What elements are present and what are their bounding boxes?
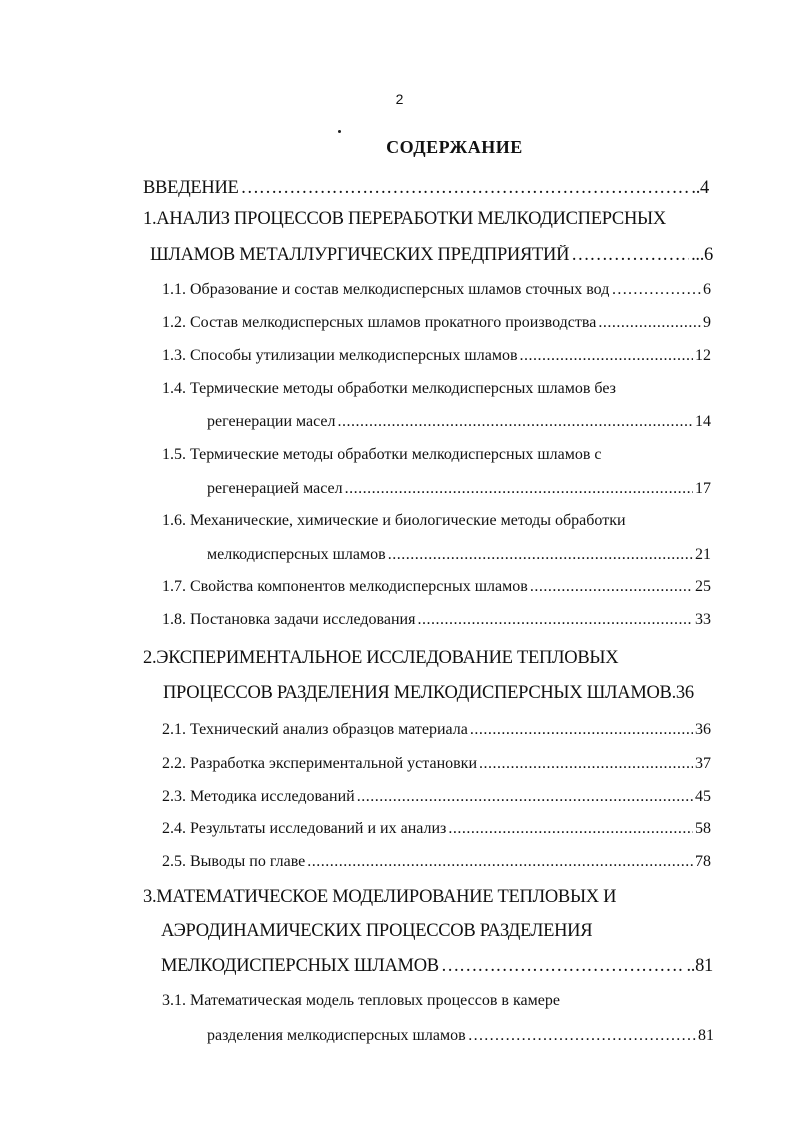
dot-leader — [520, 347, 693, 365]
toc-entry-label: 2.2. Разработка экспериментальной установки — [162, 755, 478, 772]
toc-entry-2-4[interactable] — [162, 820, 711, 838]
toc-entry-1-7[interactable] — [162, 578, 711, 596]
dot-leader — [357, 788, 693, 806]
dot-leader — [448, 820, 693, 838]
toc-chapter-3-line2[interactable]: АЭРОДИНАМИЧЕСКИХ ПРОЦЕССОВ РАЗДЕЛЕНИЯ — [161, 921, 593, 941]
toc-entry-label: мелкодисперсных шламов — [207, 546, 386, 563]
toc-entry-2-2[interactable] — [162, 755, 711, 773]
toc-entry-1-8[interactable] — [162, 611, 711, 629]
toc-entry-label: ВВЕДЕНИЕ — [143, 178, 239, 198]
dot-leader — [479, 755, 693, 773]
toc-entry-page: ..81 — [686, 956, 713, 976]
page-number: 2 — [395, 91, 404, 107]
toc-entry-label: 1.7. Свойства компонентов мелкодисперсных шламов — [162, 578, 528, 595]
toc-entry-2-1[interactable] — [162, 721, 711, 739]
dot-leader — [441, 956, 685, 977]
toc-entry-label: 2.3. Методика исследований — [162, 788, 355, 805]
dot-leader — [611, 281, 701, 299]
toc-chapter-3-line1[interactable]: 3.МАТЕМАТИЧЕСКОЕ МОДЕЛИРОВАНИЕ ТЕПЛОВЫХ И — [143, 887, 617, 907]
toc-entry-label: ШЛАМОВ МЕТАЛЛУРГИЧЕСКИХ ПРЕДПРИЯТИЙ — [150, 245, 570, 265]
toc-entry-1-4[interactable] — [207, 413, 711, 431]
dot-leader — [598, 314, 701, 332]
toc-entry-page: ..4 — [691, 178, 709, 198]
toc-entry-1-6[interactable] — [207, 546, 711, 564]
toc-entry-label: МЕЛКОДИСПЕРСНЫХ ШЛАМОВ — [161, 956, 439, 976]
toc-entry-page: 9 — [703, 314, 711, 331]
toc-chapter-2-line2[interactable]: ПРОЦЕССОВ РАЗДЕЛЕНИЯ МЕЛКОДИСПЕРСНЫХ ШЛАМОВ.36 — [163, 683, 694, 703]
toc-entry-label: 1.1. Образование и состав мелкодисперсных шламов сточных вод — [162, 281, 610, 298]
toc-entry-1-3[interactable] — [162, 347, 711, 365]
toc-entry-page: 33 — [695, 611, 711, 628]
toc-entry-page: 12 — [695, 347, 711, 364]
dot-leader — [571, 245, 689, 266]
page-title: СОДЕРЖАНИЕ — [386, 137, 523, 157]
toc-entry-page: 78 — [695, 853, 711, 870]
toc-entry-label: 1.3. Способы утилизации мелкодисперсных шламов — [162, 347, 518, 364]
toc-entry-page: ...6 — [691, 245, 713, 265]
dot-leader — [468, 1027, 696, 1045]
toc-entry-label: 2.5. Выводы по главе — [162, 853, 306, 870]
toc-entry-label: регенерации масел — [207, 413, 336, 430]
toc-entry-page: 21 — [695, 546, 711, 563]
toc-entry-label: регенерацией масел — [207, 480, 343, 497]
toc-chapter-1[interactable] — [150, 245, 713, 266]
dot-leader — [345, 480, 693, 498]
toc-entry-1-1[interactable] — [162, 281, 711, 299]
toc-entry-label: 1.2. Состав мелкодисперсных шламов прокатного производства — [162, 314, 597, 331]
toc-entry-page: 14 — [695, 413, 711, 430]
toc-entry-page: 6 — [703, 281, 711, 298]
toc-entry-1-5[interactable] — [207, 480, 711, 498]
toc-entry-2-5[interactable] — [162, 853, 711, 871]
scan-speck — [338, 130, 341, 133]
dot-leader — [241, 178, 690, 199]
dot-leader — [417, 611, 693, 629]
toc-entry-1-4-line1[interactable]: 1.4. Термические методы обработки мелкодисперсных шламов без — [162, 380, 616, 397]
toc-entry-page: 58 — [695, 820, 711, 837]
toc-entry-1-2[interactable] — [162, 314, 711, 332]
toc-entry-page: 36 — [695, 721, 711, 738]
toc-entry-label: 2.4. Результаты исследований и их анализ — [162, 820, 447, 837]
toc-entry-page: 37 — [695, 755, 711, 772]
toc-chapter-1-line1[interactable]: 1.АНАЛИЗ ПРОЦЕССОВ ПЕРЕРАБОТКИ МЕЛКОДИСПЕРСНЫХ — [143, 209, 666, 229]
dot-leader — [307, 853, 693, 871]
toc-entry-2-3[interactable] — [162, 788, 711, 806]
dot-leader — [338, 413, 693, 431]
toc-entry-1-5-line1[interactable]: 1.5. Термические методы обработки мелкодисперсных шламов с — [162, 446, 602, 463]
toc-entry-1-6-line1[interactable]: 1.6. Механические, химические и биологические методы обработки — [162, 512, 626, 529]
toc-entry-3-1-line1[interactable]: 3.1. Математическая модель тепловых процессов в камере — [162, 992, 560, 1009]
toc-entry-label: 2.1. Технический анализ образцов материала — [162, 721, 468, 738]
toc-chapter-2-line1[interactable]: 2.ЭКСПЕРИМЕНТАЛЬНОЕ ИССЛЕДОВАНИЕ ТЕПЛОВЫХ — [143, 648, 619, 668]
toc-entry-intro[interactable] — [143, 178, 709, 199]
toc-entry-3-1[interactable] — [207, 1027, 714, 1045]
toc-entry-page: 81 — [698, 1027, 714, 1044]
toc-entry-label: разделения мелкодисперсных шламов — [207, 1027, 466, 1044]
toc-entry-page: 45 — [695, 788, 711, 805]
toc-entry-label: 1.8. Постановка задачи исследования — [162, 611, 416, 628]
toc-entry-page: 17 — [695, 480, 711, 497]
dot-leader — [530, 578, 693, 596]
toc-chapter-3[interactable] — [161, 956, 713, 977]
dot-leader — [388, 546, 693, 564]
dot-leader — [470, 721, 693, 739]
toc-entry-page: 25 — [695, 578, 711, 595]
